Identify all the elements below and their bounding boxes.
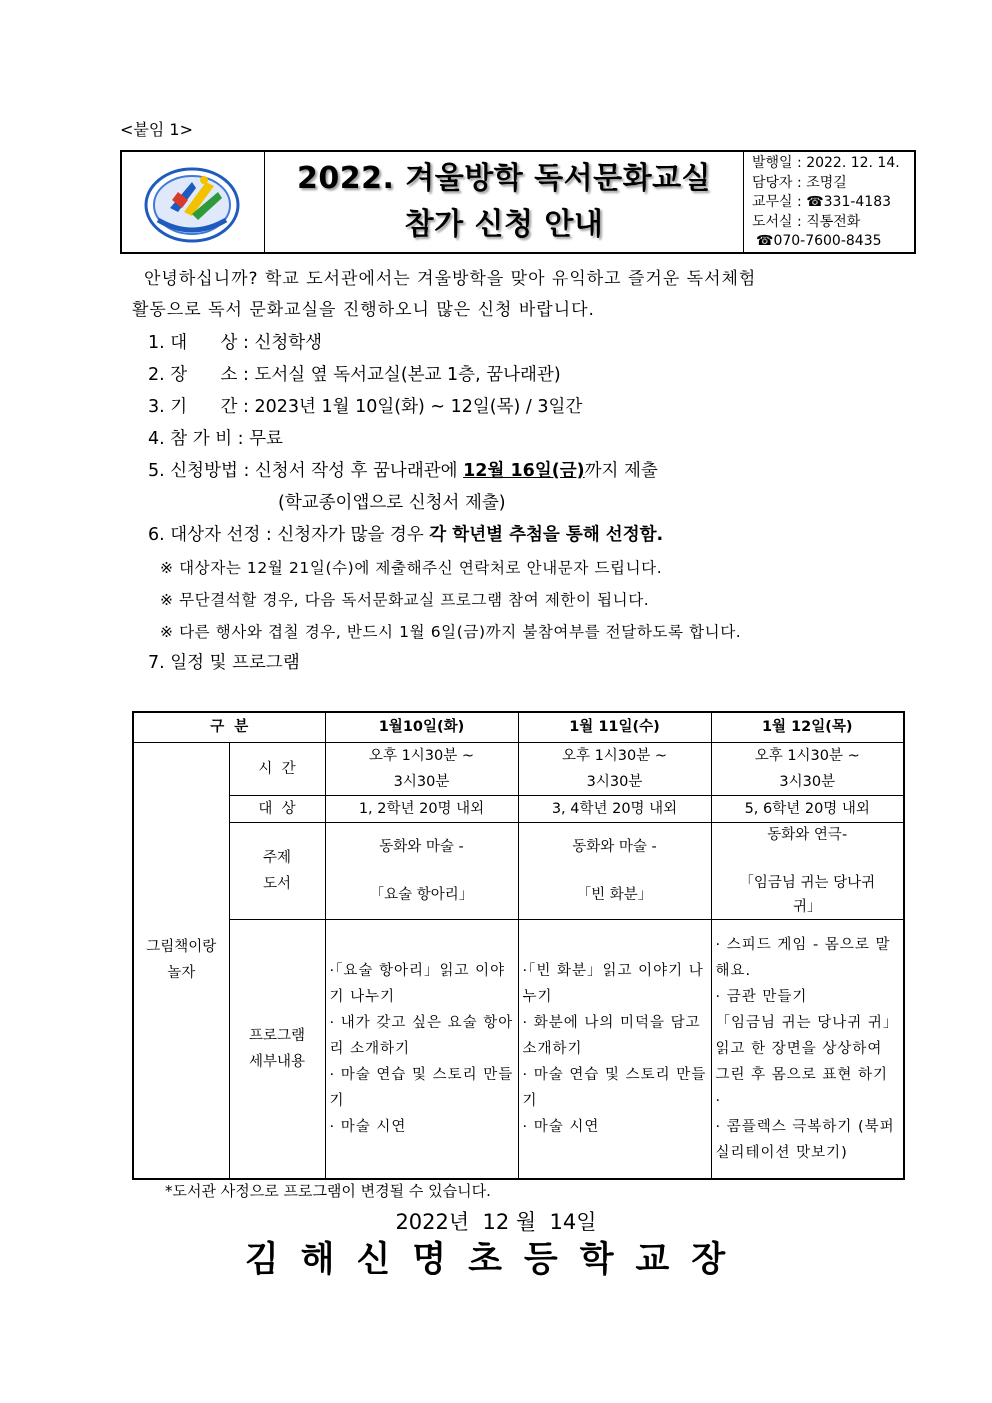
item-fee: 4. 참 가 비 : 무료 — [148, 429, 283, 449]
note-item: ※ 무단결석할 경우, 다음 독서문화교실 프로그램 참여 제한이 됩니다. — [160, 591, 650, 609]
table-row — [133, 742, 904, 795]
row-label-time: 시 간 — [229, 742, 325, 795]
program-group: 그림책이랑 놀자 — [133, 742, 229, 1179]
item-target: 1. 대 상 : 신청학생 — [148, 333, 323, 353]
notes-list — [160, 552, 741, 648]
header-day-3: 1월 12일(목) — [711, 712, 904, 742]
school-logo — [122, 152, 265, 252]
info-list — [148, 327, 663, 551]
detail-day-2: ·「빈 화분」읽고 이야기 나누기 · 화분에 나의 미덕을 담고 소개하기 · 마술 연습 및 스토리 만들기 · 마술 시연 — [518, 919, 711, 1179]
title-line-1: 2022. 겨울방학 독서문화교실 — [296, 161, 712, 196]
document-date: 2022년 12 월 14일 — [395, 1210, 597, 1234]
item-method-tail: 까지 제출 — [584, 461, 658, 481]
staff-name: 담당자 : 조명길 — [752, 174, 847, 191]
document-header — [120, 150, 916, 254]
library-phone-label: 도서실 : 직통전화 — [752, 213, 861, 230]
item-method — [148, 455, 663, 487]
target-day-1: 1, 2학년 20명 내외 — [325, 795, 518, 822]
deadline: 12월 16일(금) — [463, 461, 585, 481]
time-day-2: 오후 1시30분 ~ 3시30분 — [518, 742, 711, 795]
schedule-table — [132, 711, 905, 1180]
item-place: 2. 장 소 : 도서실 옆 독서교실(본교 1층, 꿈나래관) — [148, 365, 561, 385]
header-day-1: 1월10일(화) — [325, 712, 518, 742]
issue-date: 발행일 : 2022. 12. 14. — [752, 155, 900, 171]
school-emblem-icon — [122, 152, 262, 252]
detail-day-1: ·「요술 항아리」읽고 이야기 나누기 · 내가 갖고 싶은 요술 항아리 소개하기 · 마술 연습 및 스토리 만들기 · 마술 시연 — [325, 919, 518, 1179]
time-day-1: 오후 1시30분 ~ 3시30분 — [325, 742, 518, 795]
item-selection-text: 6. 대상자 선정 : 신청자가 많을 경우 — [148, 525, 430, 545]
title-line-2: 참가 신청 안내 — [404, 207, 604, 242]
principal-signature: 김해신명초등학교장 — [244, 1239, 748, 1280]
row-label-book: 주제 도서 — [229, 822, 325, 919]
row-label-detail: 프로그램 세부내용 — [229, 919, 325, 1179]
intro-paragraph — [132, 264, 892, 326]
detail-day-3: · 스피드 게임 - 몸으로 말해요. · 금관 만들기 「임금님 귀는 당나귀 귀」읽고 한 장면을 상상하여 그린 후 몸으로 표현 하기 · · 콤플렉스 극복하기 (북퍼실리테이션 맛보기) — [711, 919, 904, 1179]
item-method-sub: (학교종이앱으로 신청서 제출) — [278, 493, 506, 513]
book-day-1: 동화와 마술 - 「요술 항아리」 — [325, 822, 518, 919]
time-day-3: 오후 1시30분 ~ 3시30분 — [711, 742, 904, 795]
header-day-2: 1월 11일(수) — [518, 712, 711, 742]
note-item: ※ 대상자는 12월 21일(수)에 제출해주신 연락처로 안내문자 드립니다. — [160, 559, 663, 577]
attachment-label: <붙임 1> — [120, 120, 193, 139]
footnote: *도서관 사정으로 프로그램이 변경될 수 있습니다. — [165, 1182, 491, 1200]
table-row — [133, 822, 904, 919]
selection-method: 각 학년별 추첨을 통해 선정함. — [429, 525, 664, 545]
intro-line-2: 활동으로 독서 문화교실을 진행하오니 많은 신청 바랍니다. — [132, 300, 595, 320]
table-header-row — [133, 712, 904, 742]
item-method-text: 5. 신청방법 : 신청서 작성 후 꿈나래관에 — [148, 461, 464, 481]
item-selection — [148, 519, 663, 551]
row-label-target: 대 상 — [229, 795, 325, 822]
issue-info — [744, 152, 914, 252]
item-schedule-heading: 7. 일정 및 프로그램 — [148, 653, 300, 673]
book-day-2: 동화와 마술 - 「빈 화분」 — [518, 822, 711, 919]
target-day-3: 5, 6학년 20명 내외 — [711, 795, 904, 822]
title-block — [265, 152, 744, 252]
table-row — [133, 919, 904, 1179]
note-item: ※ 다른 행사와 겹칠 경우, 반드시 1월 6일(금)까지 불참여부를 전달하도록 합니다. — [160, 623, 742, 641]
header-category: 구 분 — [133, 712, 325, 742]
intro-line-1: 안녕하십니까? 학교 도서관에서는 겨울방학을 맞아 유익하고 즐거운 독서체험 — [144, 269, 757, 289]
library-phone: ☎070-7600-8435 — [756, 233, 882, 249]
item-period: 3. 기 간 : 2023년 1월 10일(화) ~ 12일(목) / 3일간 — [148, 397, 583, 417]
office-phone: 교무실 : ☎331-4183 — [752, 194, 892, 210]
table-row — [133, 795, 904, 822]
target-day-2: 3, 4학년 20명 내외 — [518, 795, 711, 822]
book-day-3: 동화와 연극- 「임금님 귀는 당나귀 귀」 — [711, 822, 904, 919]
